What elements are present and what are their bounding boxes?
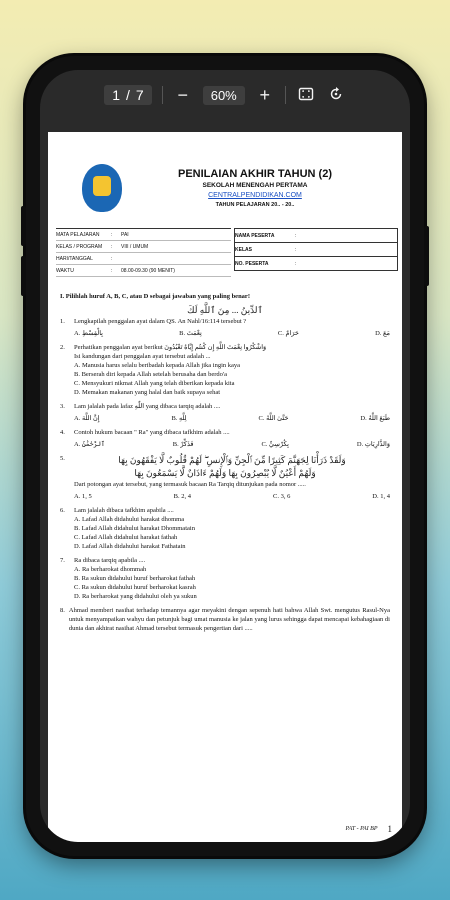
plus-icon[interactable]: +: [259, 85, 270, 105]
info-row: NAMA PESERTA :: [235, 229, 397, 243]
questions-section: [60, 292, 390, 638]
q5-arabic-1: وَلَقَدْ ذَرَأْنَا لِجَهَنَّمَ كَثِيرًا مِّنَ ٱلْجِنِّ وَٱلْإِنسِ ۖ لَهُمْ قُلُوبٌ لَّا يَفْقَهُونَ بِهَا: [118, 455, 346, 465]
q1-option-c: C. حَرَامٌ: [277, 330, 299, 337]
question-8: 8. Ahmad memberi nasihat terhadap temannya agar meyakini dengan sepenuh hati bahwa Allah Swt. mengutus Rasul-Nya untuk menyampaikan wahyu dan petunjuk bagi umat manusia ke jalan yang lurus sehingga dapat mencapai kebahagiaan di dunia dan akhirat nasihat Ahmad tersebut termasuk pengertian dari .....: [60, 607, 390, 632]
info-row: KELAS / PROGRAM : VIII / UMUM: [56, 241, 231, 253]
rotate-icon[interactable]: [326, 86, 346, 105]
volume-down-button: [21, 256, 26, 296]
document-header: [78, 162, 378, 222]
page-total: 7: [135, 87, 144, 103]
doc-title: PENILAIAN AKHIR TAHUN (2): [178, 168, 332, 180]
info-row: WAKTU : 08.00-09.30 (90 MENIT): [56, 265, 231, 277]
q2-sub: Isi kandungan dari penggalan ayat tersebut adalah ...: [74, 353, 211, 360]
question-4: 4. Contoh hukum bacaan " Ra" yang dibaca tafkhim adalah .... A. ٱلرَّحْمَٰنُ B. فَذَكِّرْ C. بِكُرْسِيِّ D. وَالذَّارِيَاتِ: [60, 429, 390, 448]
q7-option-b: B. Ra sukun didahului huruf berharokat fathah: [74, 575, 196, 582]
q1-arabic: ٱلدِّينُ ... مِنَ ٱللَّهِ لَكَ: [187, 305, 263, 315]
q7-option-d: D. Ra berharokat yang didahului oleh ya sukun: [74, 593, 197, 600]
zoom-level[interactable]: 60%: [203, 86, 245, 105]
q2-option-b: B. Berserah diri kepada Allah setelah berusaha dan berdo'a: [74, 371, 227, 378]
q3-option-c: C. حَتَّىٰ اللَّهُ: [258, 415, 289, 422]
q5-option-d: D. 1, 4: [372, 493, 390, 500]
q7-option-a: A. Ra berharokat dhommah: [74, 566, 147, 573]
q5-option-c: C. 3, 6: [272, 493, 291, 500]
info-row: KELAS :: [235, 243, 397, 257]
q1-option-a: A. بِالْقِسْطِ: [74, 330, 103, 337]
question-1: ٱلدِّينُ ... مِنَ ٱللَّهِ لَكَ 1. Lengkapilah penggalan ayat dalam QS. An Nahl/16:114 tersebut ? A. بِالْقِسْطِ B. نِعْمَتَ C. حَرَامٌ D. مَعَ: [60, 305, 390, 337]
school-year: TAHUN PELAJARAN 20.. - 20..: [215, 202, 295, 208]
q6-option-c: C. Lafad Allah didahului harakat fathah: [74, 534, 178, 541]
q7-text: Ra dibaca tarqiq apabila ....: [74, 557, 146, 564]
q3-option-d: D. طَبَعَ اللَّهُ: [360, 415, 390, 422]
toolbar-divider: [285, 86, 286, 104]
screen: [40, 70, 410, 842]
page-current: 1: [112, 87, 121, 103]
q4-option-a: A. ٱلرَّحْمَٰنُ: [74, 441, 105, 448]
q6-option-b: B. Lafad Allah didahului harakat Dhommatain: [74, 525, 195, 532]
q4-text: Contoh hukum bacaan " Ra" yang dibaca tafkhim adalah ....: [74, 429, 230, 436]
footer-page-number: 1: [387, 824, 392, 834]
q4-option-b: B. فَذَكِّرْ: [172, 441, 194, 448]
question-3: 3. Lam jalalah pada lafaz اللّٰهِ yang dibaca tarqiq adalah .... A. إِنَّ اللَّهَ B. لِلَّهِ C. حَتَّىٰ اللَّهُ D. طَبَعَ اللَّهُ: [60, 403, 390, 422]
tut-wuri-logo-icon: [82, 164, 122, 212]
question-2: 2. Perhatikan penggalan ayat berikut وَاشْكُرُوا نِعْمَتَ اللَّهِ إِن كُنتُم إِيَّاهُ تَعْبُدُونَ Isi kandungan dari penggalan ayat tersebut adalah ... A. Manusia harus selalu beribadah kepada Allah jika ingin kaya B. Berserah diri kepada Allah setelah berusaha dan berdo'a C. Mensyukuri nikmat Allah yang telah diberikan kepada kita D. Memakan makanan yang halal dan baik supaya sehat: [60, 343, 390, 397]
q3-text: Lam jalalah pada lafaz اللّٰهِ yang dibaca tarqiq adalah ....: [74, 403, 221, 410]
question-5: 5. وَلَقَدْ ذَرَأْنَا لِجَهَنَّمَ كَثِيرًا مِّنَ ٱلْجِنِّ وَٱلْإِنسِ ۖ لَهُمْ قُلُوبٌ لَّا يَفْقَهُونَ بِهَا وَلَهُمْ أَعْيُنٌ لَّا يُبْصِرُونَ بِهَا وَلَهُمْ ءَاذَانٌ لَّا يَسْمَعُونَ بِهَا Dari potongan ayat tersebut, yang termasuk bacaan Ra Tarqiq ditunjukan pada nomor ..... A. 1, 5 B. 2, 4 C. 3, 6 D. 1, 4: [60, 455, 390, 500]
q4-option-d: D. وَالذَّارِيَاتِ: [356, 441, 390, 448]
info-row: MATA PELAJARAN : PAI: [56, 229, 231, 241]
school-level: SEKOLAH MENENGAH PERTAMA: [202, 182, 308, 189]
q2-option-c: C. Mensyukuri nikmat Allah yang telah diberikan kepada kita: [74, 380, 235, 387]
question-7: 7. Ra dibaca tarqiq apabila .... A. Ra berharokat dhommah B. Ra sukun didahului huruf berharokat fathah C. Ra sukun didahului huruf berharokat kasrah D. Ra berharokat yang didahului oleh ya sukun: [60, 556, 390, 601]
q5-arabic-2: وَلَهُمْ أَعْيُنٌ لَّا يُبْصِرُونَ بِهَا وَلَهُمْ ءَاذَانٌ لَّا يَسْمَعُونَ بِهَا: [134, 468, 316, 478]
q6-option-a: A. Lafad Allah didahului harakat dhomma: [74, 516, 185, 523]
info-row: HARI/TANGGAL :: [56, 253, 231, 265]
q3-option-a: A. إِنَّ اللَّهَ: [74, 415, 100, 422]
q6-option-d: D. Lafad Allah didahului harakat Fathatain: [74, 543, 186, 550]
q4-option-c: C. بِكُرْسِيِّ: [261, 441, 289, 448]
footer-code: PAT - PAI BP: [345, 826, 378, 832]
question-6: 6. Lam jalalah dibaca tafkhim apabila .... A. Lafad Allah didahului harakat dhomma B. Lafad Allah didahului harakat Dhommatain C. Lafad Allah didahului harakat fathah D. Lafad Allah didahului harakat Fathatain: [60, 506, 390, 551]
q2-option-d: D. Memakan makanan yang halal dan baik supaya sehat: [74, 389, 221, 396]
q5-option-b: B. 2, 4: [173, 493, 192, 500]
q1-text: Lengkapilah penggalan ayat dalam QS. An Nahl/16:114 tersebut ?: [74, 318, 247, 325]
instruction: I. Pilihlah huruf A, B, C, atau D sebagai jawaban yang paling benar!: [60, 293, 250, 300]
q8-text: Ahmad memberi nasihat terhadap temannya agar meyakini dengan sepenuh hati bahwa Allah Swt. mengutus Rasul-Nya untuk menyampaikan wahyu dan petunjuk bagi umat manusia ke jalan yang lurus sehingga dapat mencapai kebahagiaan di dunia dan akhirat nasihat Ahmad tersebut termasuk pengertian dari .....: [68, 607, 390, 632]
power-button: [424, 226, 429, 286]
volume-up-button: [21, 206, 26, 246]
student-info-table: [56, 228, 396, 278]
q6-text: Lam jalalah dibaca tafkhim apabila ....: [74, 507, 174, 514]
info-row: NO. PESERTA :: [235, 260, 297, 267]
pdf-page[interactable]: [48, 132, 402, 842]
website-link[interactable]: CENTRALPENDIDIKAN.COM: [208, 192, 302, 199]
toolbar-divider: [162, 86, 163, 104]
q1-option-b: B. نِعْمَتَ: [179, 330, 202, 337]
fit-screen-icon[interactable]: [296, 86, 316, 105]
q5-option-a: A. 1, 5: [74, 493, 92, 500]
q5-text: Dari potongan ayat tersebut, yang termasuk bacaan Ra Tarqiq ditunjukan pada nomor .....: [74, 481, 306, 488]
q3-option-b: B. لِلَّهِ: [171, 415, 187, 422]
q7-option-c: C. Ra sukun didahului huruf berharokat kasrah: [74, 584, 196, 591]
q2-text: Perhatikan penggalan ayat berikut وَاشْكُرُوا نِعْمَتَ اللَّهِ إِن كُنتُم إِيَّاهُ تَعْبُدُونَ: [74, 344, 267, 351]
page-separator: /: [126, 87, 130, 103]
q2-option-a: A. Manusia harus selalu beribadah kepada Allah jika ingin kaya: [74, 362, 241, 369]
pdf-toolbar: [40, 70, 410, 120]
phone-frame: [26, 56, 424, 856]
minus-icon[interactable]: −: [177, 85, 188, 105]
page-footer: [346, 824, 392, 834]
page-indicator[interactable]: [104, 85, 151, 105]
q1-option-d: D. مَعَ: [375, 330, 390, 337]
